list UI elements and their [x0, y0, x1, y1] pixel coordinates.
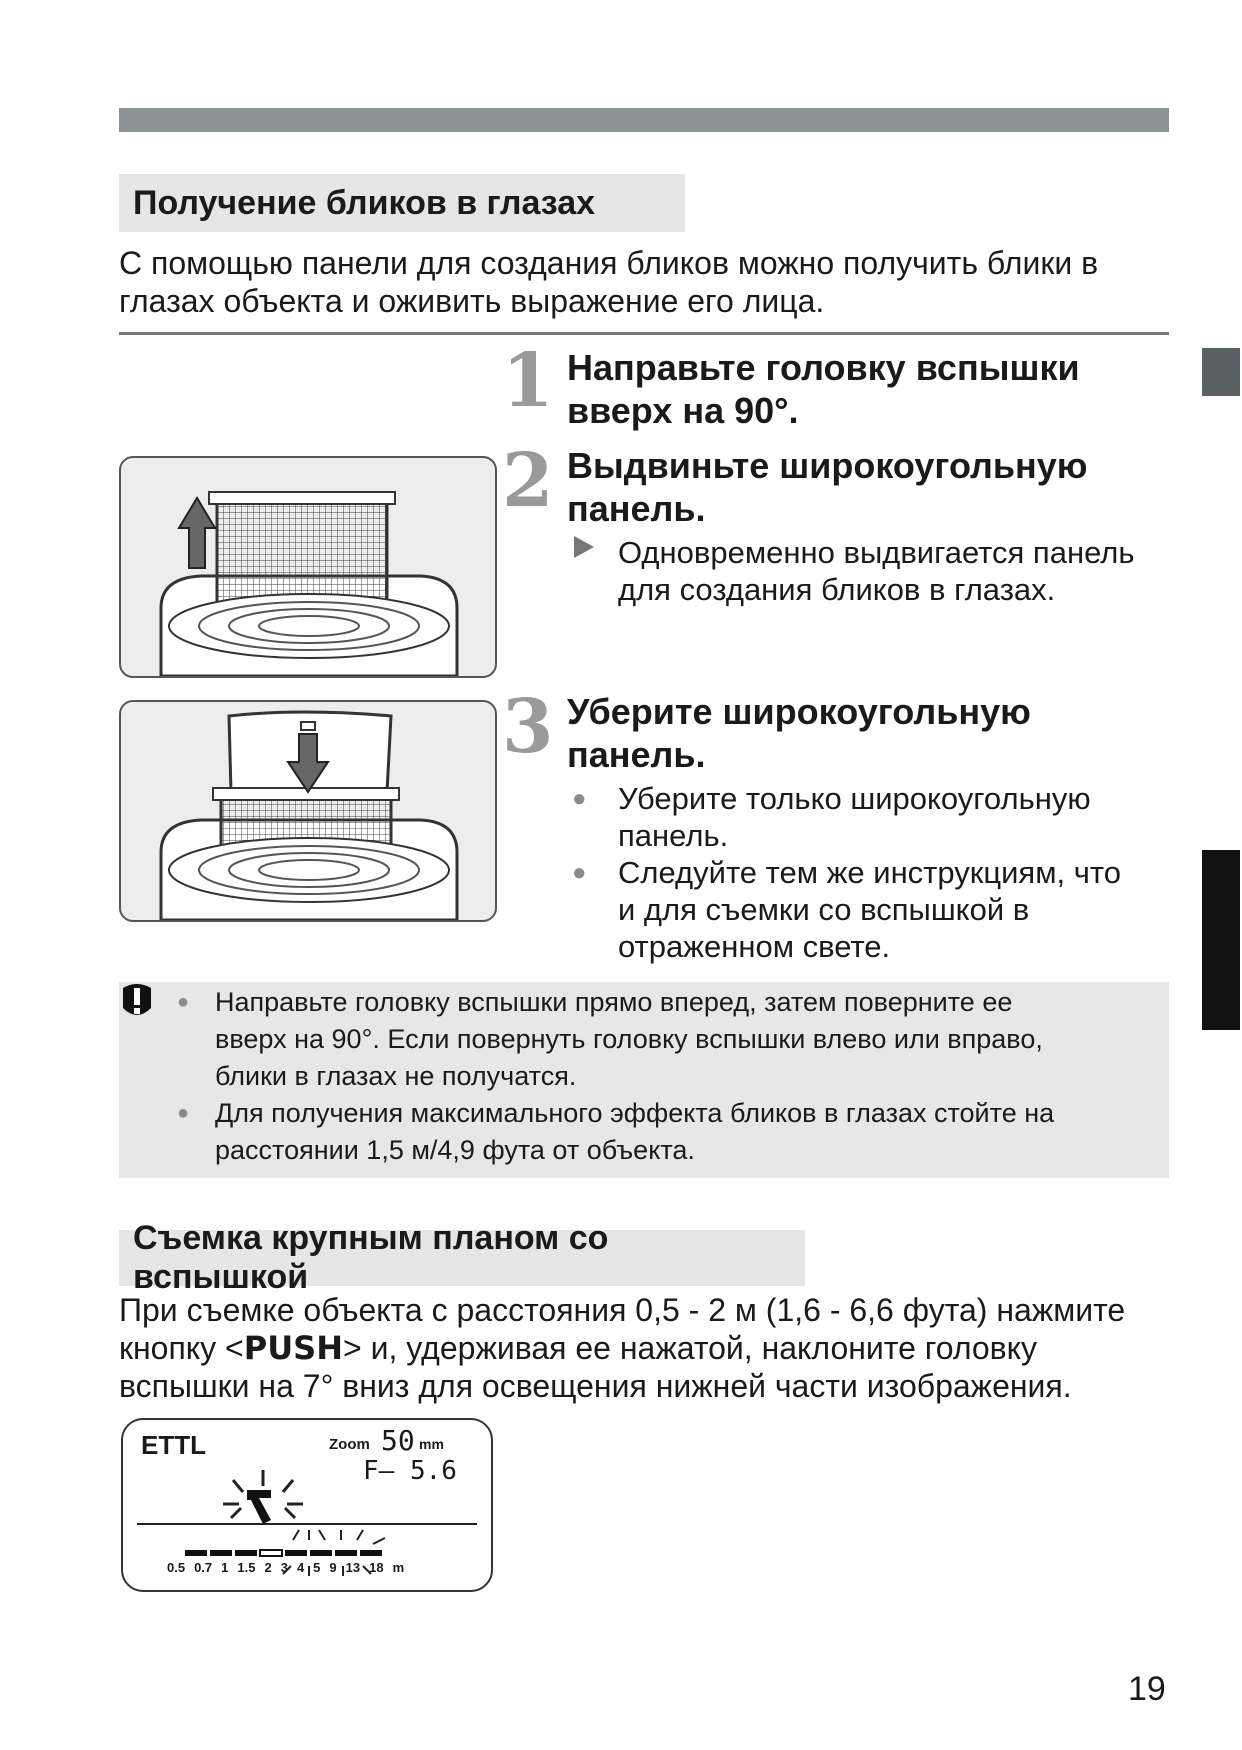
- lcd-zoom-label: Zoom: [329, 1436, 370, 1453]
- caution-icon: [119, 982, 155, 1027]
- scale-label: 1.5: [237, 1560, 256, 1575]
- step-number: 1: [502, 338, 554, 424]
- step-title: [567, 690, 1167, 776]
- push-button-label: PUSH: [243, 1329, 343, 1367]
- bullet-line: панель.: [618, 818, 729, 853]
- bullet-line: Уберите только широкоугольную: [618, 781, 1091, 816]
- illustration-retract-panel: [119, 700, 497, 922]
- scale-label: 9: [329, 1560, 337, 1575]
- text-fragment: > и, удерживая ее нажатой, наклоните головку: [343, 1330, 1038, 1366]
- bullet-line: Следуйте тем же инструкциям, что: [618, 855, 1121, 890]
- section-intro: [119, 244, 1179, 320]
- illustration-pull-panel: [119, 456, 497, 678]
- text-fragment: кнопку <: [119, 1330, 244, 1366]
- chapter-tab-active: [1202, 850, 1240, 1030]
- step-title: [567, 346, 1167, 432]
- scale-label: m: [392, 1560, 405, 1575]
- note-line: Для получения максимального эффекта бликов в глазах стойте на: [215, 1098, 1055, 1128]
- result-arrow-icon: [572, 534, 618, 608]
- step-result: [572, 534, 1172, 608]
- step-title-line: вверх на 90°.: [567, 390, 799, 431]
- scale-label: 4: [296, 1560, 305, 1575]
- lcd-aperture: F– 5.6: [363, 1456, 457, 1486]
- scale-label: 5: [313, 1560, 321, 1575]
- scale-label: 1: [221, 1560, 229, 1575]
- note-line: расстоянии 1,5 м/4,9 фута от объекта.: [215, 1135, 695, 1165]
- step-bullets: [572, 780, 1172, 965]
- section-title-catchlight: Получение бликов в глазах: [119, 174, 685, 232]
- section-title-closeup: Съемка крупным планом со вспышкой: [119, 1230, 805, 1286]
- chapter-tab-marker: [1202, 348, 1240, 396]
- note-line: вверх на 90°. Если повернуть головку вспышки влево или вправо,: [215, 1024, 1043, 1054]
- result-line: Одновременно выдвигается панель: [618, 535, 1135, 570]
- lcd-zoom-value: 50: [381, 1424, 415, 1457]
- intro-line: С помощью панели для создания бликов можно получить блики в: [119, 245, 1099, 281]
- section2-text: [119, 1291, 1199, 1405]
- step-number: 2: [502, 438, 554, 524]
- result-line: для создания бликов в глазах.: [618, 572, 1056, 607]
- text-line: При съемке объекта с расстояния 0,5 - 2 м (1,6 - 6,6 фута) нажмите: [119, 1292, 1126, 1328]
- step-title-line: Выдвиньте широкоугольную: [567, 445, 1088, 486]
- intro-line: глазах объекта и оживить выражение его лица.: [119, 283, 825, 319]
- bullet-line: и для съемки со вспышкой в: [618, 892, 1030, 927]
- bullet-dot-icon: ●: [177, 1102, 190, 1124]
- bullet-dot-icon: ●: [572, 859, 587, 886]
- text-line: [119, 1329, 1199, 1367]
- caution-note: [119, 982, 1169, 1178]
- bullet-dot-icon: ●: [572, 785, 587, 812]
- scale-label: 0.5: [167, 1560, 186, 1575]
- note-line: Направьте головку вспышки прямо вперед, затем поверните ее: [215, 987, 1013, 1017]
- lcd-mode: ETTL: [141, 1430, 206, 1460]
- step-title-line: панель.: [567, 488, 706, 529]
- page-number: 19: [1128, 1670, 1166, 1708]
- step-title-line: Уберите широкоугольную: [567, 691, 1031, 732]
- note-line: блики в глазах не получатся.: [215, 1061, 577, 1091]
- bullet-line: отраженном свете.: [618, 929, 891, 964]
- lcd-zoom-unit: mm: [419, 1436, 444, 1452]
- scale-label: 0.7: [194, 1560, 213, 1575]
- note-bullets: [177, 984, 1157, 1169]
- lcd-panel: [121, 1418, 493, 1592]
- scale-label: 13: [345, 1560, 361, 1575]
- header-bar: [119, 108, 1169, 132]
- step-title: [567, 444, 1167, 530]
- lcd-distance-scale: [167, 1560, 404, 1575]
- scale-label: 2: [264, 1560, 272, 1575]
- scale-label: 18: [369, 1560, 384, 1575]
- divider: [119, 332, 1169, 335]
- text-line: вспышки на 7° вниз для освещения нижней части изображения.: [119, 1368, 1072, 1404]
- bullet-dot-icon: ●: [177, 991, 190, 1013]
- scale-label: 3: [280, 1560, 288, 1575]
- step-title-line: Направьте головку вспышки: [567, 347, 1080, 388]
- step-title-line: панель.: [567, 734, 706, 775]
- step-number: 3: [502, 684, 554, 770]
